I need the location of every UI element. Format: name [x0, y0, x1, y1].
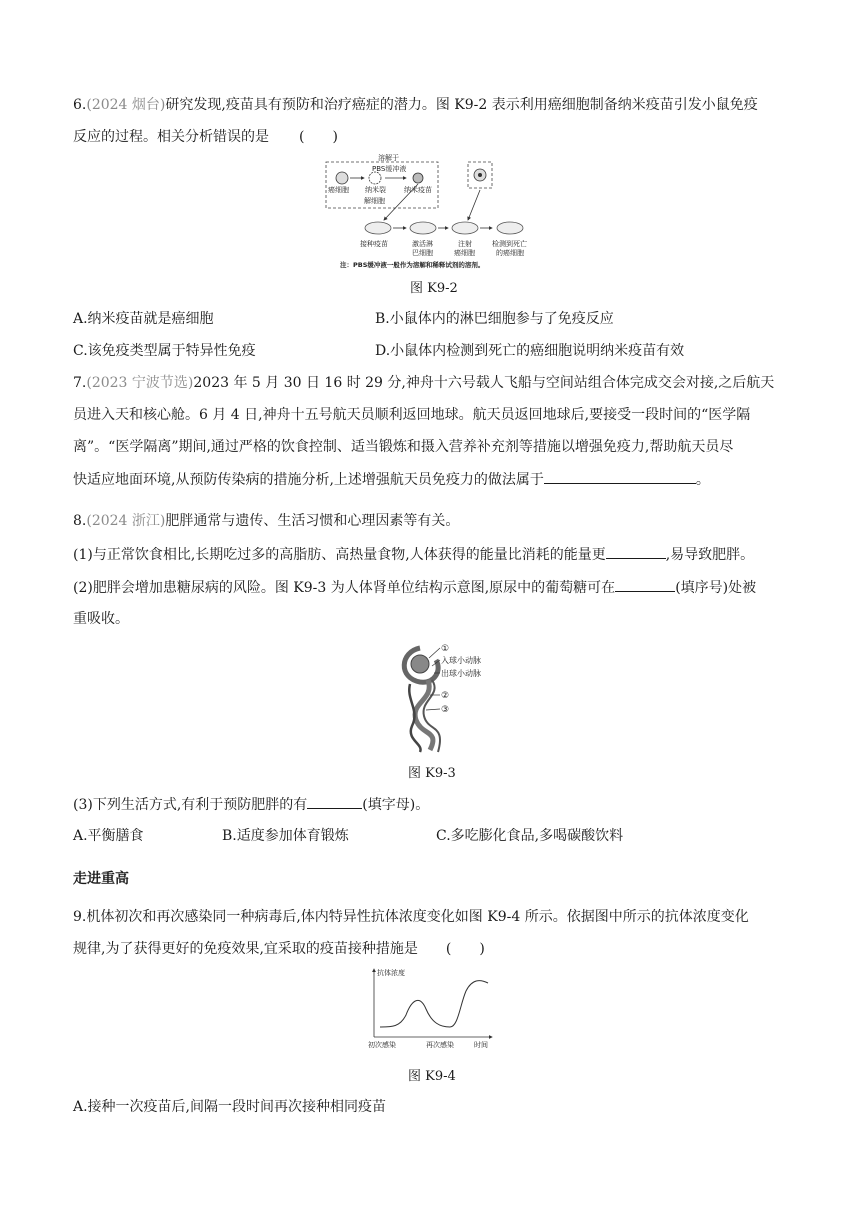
fig3-label-out: 出球小动脉	[441, 669, 481, 678]
q8-part3-blank[interactable]	[307, 794, 362, 809]
q9-option-a[interactable]: A.接种一次疫苗后,间隔一段时间再次接种相同疫苗	[73, 1099, 387, 1115]
q7-line2: 员进入天和核心舱。6 月 4 日,神舟十五号航天员顺利返回地球。航天员返回地球后,要接受一段时间的“医学隔	[73, 407, 751, 423]
figure-k9-3	[380, 640, 540, 760]
q8-option-a[interactable]: A.平衡膳食	[73, 828, 144, 844]
q6-option-d[interactable]: D.小鼠体内检测到死亡的癌细胞说明纳米疫苗有效	[375, 343, 685, 359]
q6-line2: 反应的过程。相关分析错误的是 ( )	[73, 129, 338, 145]
fig2-step2a: 激活淋	[412, 240, 433, 248]
figure-k9-4	[362, 965, 502, 1055]
q8-part2b: 重吸收。	[73, 611, 129, 627]
q9-line2: 规律,为了获得更好的免疫效果,宜采取的疫苗接种措施是 ( )	[73, 941, 485, 957]
fig2-step3b: 癌细胞	[454, 249, 475, 257]
q8-source: (2024 浙江)	[86, 513, 166, 529]
antibody-curve	[380, 981, 488, 1027]
fig2-step4b: 的癌细胞	[496, 249, 524, 257]
x-tick-first-infection: 初次感染	[368, 1041, 396, 1049]
q6-source: (2024 烟台)	[86, 97, 166, 113]
fig2-cell3: 纳米疫苗	[404, 186, 432, 194]
q7-line1: 7.(2023 宁波节选)2023 年 5 月 30 日 16 时 29 分,神舟十六号载人飞船与空间站组合体完成交会对接,之后航天	[73, 375, 775, 391]
nano-vaccine-icon	[413, 173, 423, 183]
q7-source: (2023 宁波节选)	[86, 375, 194, 391]
q6-option-b[interactable]: B.小鼠体内的淋巴细胞参与了免疫反应	[375, 311, 614, 327]
q8-option-b[interactable]: B.适度参加体育锻炼	[222, 828, 349, 844]
q8-part2a: (2)肥胖会增加患糖尿病的风险。图 K9-3 为人体肾单位结构示意图,原尿中的葡萄糖可在 (填序号)处被	[73, 577, 756, 598]
fig2-cell1: 癌细胞	[328, 186, 349, 194]
q7-line3: 离”。“医学隔离”期间,通过严格的饮食控制、适当锻炼和摄入营养补充剂等措施以增强免疫力,帮助航天员尽	[73, 439, 734, 455]
fig2-top-label-1: 溶解于	[378, 154, 399, 162]
q8-part1-blank[interactable]	[606, 544, 666, 559]
fig2-step1: 接种疫苗	[360, 240, 388, 248]
fig3-label-3: ③	[441, 705, 450, 715]
y-axis-label: 抗体浓度	[377, 969, 405, 977]
q7-line4: 快适应地面环境,从预防传染病的措施分析,上述增强航天员免疫力的做法属于 。	[73, 469, 710, 490]
q6-option-c[interactable]: C.该免疫类型属于特异性免疫	[73, 343, 256, 359]
x-tick-second-infection: 再次感染	[426, 1041, 454, 1049]
figure-k9-2	[320, 150, 545, 272]
fig2-step4a: 检测到死亡	[492, 240, 527, 248]
fig2-step3a: 注射	[458, 240, 472, 248]
q9-line1: 9.机体初次和再次感染同一种病毒后,体内特异性抗体浓度变化如图 K9-4 所示。依据图中所示的抗体浓度变化	[73, 909, 749, 925]
q8-option-c[interactable]: C.多吃膨化食品,多喝碳酸饮料	[436, 828, 624, 844]
caption-k9-2: 图 K9-2	[410, 281, 458, 296]
q7-answer-blank[interactable]	[544, 469, 696, 484]
q6-line1: 6.(2024 烟台)研究发现,疫苗具有预防和治疗癌症的潜力。图 K9-2 表示利用癌细胞制备纳米疫苗引发小鼠免疫	[73, 97, 758, 113]
glomerulus-icon	[411, 655, 429, 673]
fig3-label-in: 入球小动脉	[441, 656, 481, 665]
q8-intro: 8.(2024 浙江)肥胖通常与遗传、生活习惯和心理因素等有关。	[73, 513, 460, 529]
q9-answer-paren: ( )	[445, 941, 485, 957]
q8-part3: (3)下列生活方式,有利于预防肥胖的有 (填字母)。	[73, 794, 429, 815]
fig2-cell2b: 解细胞	[364, 197, 385, 205]
cancer-cell-icon	[336, 172, 348, 184]
fig2-note: 注：PBS缓冲液一般作为溶解和稀释试剂的溶剂。	[340, 261, 485, 269]
caption-k9-3: 图 K9-3	[408, 766, 456, 781]
q6-option-a[interactable]: A.纳米疫苗就是癌细胞	[73, 311, 214, 327]
fig3-label-1: ①	[441, 644, 450, 654]
q8-part2-blank[interactable]	[615, 577, 675, 592]
fig2-step2b: 巴细胞	[412, 249, 433, 257]
fig3-label-2: ②	[441, 691, 450, 701]
q6-answer-paren: ( )	[299, 129, 338, 145]
fig2-cell2: 纳米裂	[365, 186, 386, 194]
x-axis-label: 时间	[474, 1041, 488, 1049]
q8-part1: (1)与正常饮食相比,长期吃过多的高脂肪、高热量食物,人体获得的能量比消耗的能量更 ,易导致肥胖。	[73, 544, 754, 565]
section-title: 走进重高	[73, 871, 129, 887]
lysed-cell-icon	[369, 172, 381, 184]
caption-k9-4: 图 K9-4	[408, 1069, 456, 1084]
fig2-top-label-2: PBS缓冲液	[372, 165, 407, 173]
